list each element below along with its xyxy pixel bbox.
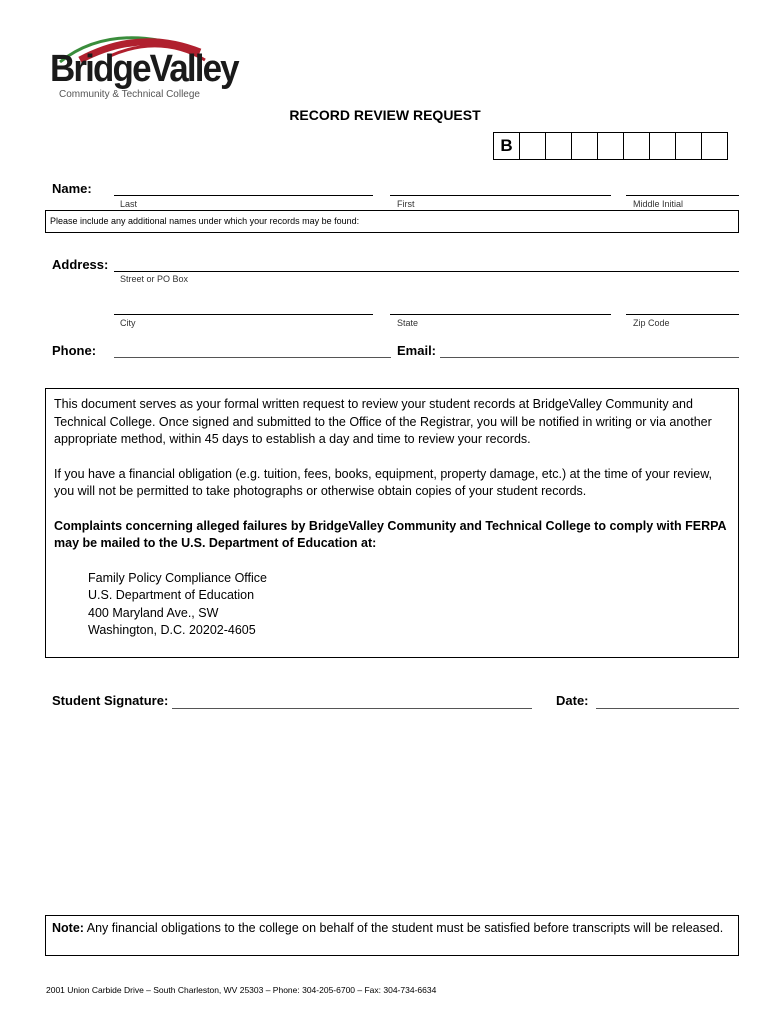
address-line: 400 Maryland Ave., SW xyxy=(88,605,219,620)
student-id-boxes xyxy=(494,132,728,160)
state-caption: State xyxy=(397,318,419,328)
id-digit-box[interactable] xyxy=(701,132,728,160)
logo-wordmark: BridgeValley xyxy=(50,48,238,90)
zip-field[interactable] xyxy=(626,314,739,315)
note-label: Note: xyxy=(52,921,84,935)
email-field[interactable] xyxy=(440,357,739,358)
date-label: Date: xyxy=(556,693,589,708)
state-field[interactable] xyxy=(390,314,611,315)
id-digit-box[interactable] xyxy=(649,132,676,160)
email-label: Email: xyxy=(397,343,437,358)
id-digit-box[interactable] xyxy=(623,132,650,160)
ferpa-info-box xyxy=(45,388,739,658)
footer-contact: 2001 Union Carbide Drive – South Charleston, WV 25303 – Phone: 304-205-6700 – Fax: 304-734-6634 xyxy=(46,985,437,995)
id-digit-box[interactable] xyxy=(545,132,572,160)
phone-label: Phone: xyxy=(52,343,97,358)
additional-names-field[interactable] xyxy=(45,210,739,233)
id-digit-box[interactable] xyxy=(675,132,702,160)
id-digit-box[interactable] xyxy=(519,132,546,160)
last-name-field[interactable] xyxy=(114,195,373,196)
id-digit-box[interactable] xyxy=(597,132,624,160)
date-field[interactable] xyxy=(596,708,739,709)
first-caption: First xyxy=(397,199,415,209)
address-line: U.S. Department of Education xyxy=(88,588,255,602)
middle-initial-field[interactable] xyxy=(626,195,739,196)
phone-field[interactable] xyxy=(114,357,391,358)
note-text: Any financial obligations to the college on behalf of the student must be satisfied before transcripts will be released. xyxy=(83,921,724,935)
street-field[interactable] xyxy=(114,271,739,272)
middle-caption: Middle Initial xyxy=(633,199,684,209)
id-prefix: B xyxy=(493,132,520,160)
city-caption: City xyxy=(120,318,136,328)
id-digit-box[interactable] xyxy=(571,132,598,160)
last-caption: Last xyxy=(120,199,138,209)
additional-names-label: Please include any additional names under which your records may be found: xyxy=(50,216,360,226)
logo-tagline: Community & Technical College xyxy=(59,89,200,100)
zip-caption: Zip Code xyxy=(633,318,670,328)
address-line: Family Policy Compliance Office xyxy=(88,570,267,585)
info-paragraph-3: Complaints concerning alleged failures by BridgeValley Community and Technical College to comply with FERPA may be mailed to the U.S. Department of Education at: xyxy=(54,518,727,550)
city-field[interactable] xyxy=(114,314,373,315)
info-paragraph-1: This document serves as your formal written request to review your student records at BridgeValley Community and Technical College. Once signed and submitted to the Office of the Registrar, you will be notified in writing or via another appropriate method, within 45 days to establish a day and time to review your records. xyxy=(54,397,712,446)
first-name-field[interactable] xyxy=(390,195,611,196)
name-label: Name: xyxy=(52,181,92,196)
note-box xyxy=(45,915,739,956)
college-logo xyxy=(50,26,238,104)
signature-field[interactable] xyxy=(172,708,532,709)
address-label: Address: xyxy=(52,257,109,272)
page-title: RECORD REVIEW REQUEST xyxy=(289,107,481,123)
doe-address xyxy=(88,570,730,640)
info-paragraph-2: If you have a financial obligation (e.g. tuition, fees, books, equipment, property damage, etc.) at the time of your review, you will not be permitted to take photographs or otherwise obtain copies of your student records. xyxy=(54,466,713,498)
signature-label: Student Signature: xyxy=(52,693,169,708)
address-line: Washington, D.C. 20202-4605 xyxy=(88,623,256,637)
street-caption: Street or PO Box xyxy=(120,274,189,284)
